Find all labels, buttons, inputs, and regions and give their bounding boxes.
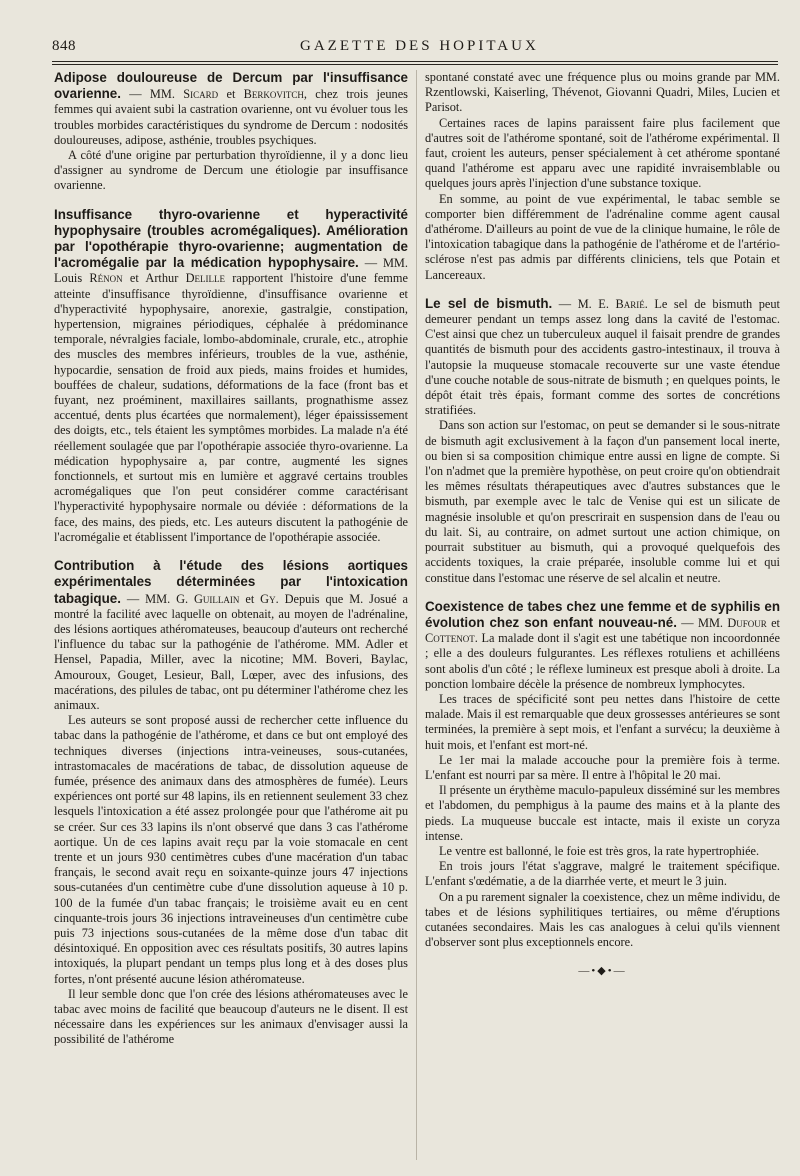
- right-column: [425, 70, 780, 980]
- article-heading: Contribution à l'étude des lésions aortiques expérimentales déterminées par l'intoxication tabagique.: [54, 558, 408, 606]
- article-heading: Coexistence de tabes chez une femme et de syphilis en évolution chez son enfant nouveau-né.: [425, 598, 780, 630]
- article-paragraph: [425, 296, 780, 419]
- article-paragraph: En trois jours l'état s'aggrave, malgré le traitement spécifique. L'enfant s'œdématie, a de la diarrhée verte, et meurt le 3 juin.: [425, 859, 780, 889]
- author-intro: — MM. G.: [120, 591, 195, 606]
- article-paragraph: Les traces de spécificité sont peu nettes dans l'histoire de cette malade. Mais il est remarquable que deux grossesses antérieures se sont terminées, la première à sept mois, et l'enfant a survécu; la deuxième à huit mois, et l'enfant est mort-né.: [425, 691, 780, 752]
- article-thyro-ovarienne: [54, 207, 408, 545]
- author-name: Dufour: [727, 615, 767, 630]
- running-title: GAZETTE DES HOPITAUX: [300, 38, 539, 54]
- article-paragraph: Les auteurs se sont proposé aussi de rechercher cette influence du tabac dans la pathogénie de l'athérome, et dans ce but ont employé des techniques diverses (injections intra-veineuses, sous-cutanées, intrastomacales de macérations de tabac, de dissolution aqueuse de fumée, présence des animaux dans des atmosphères de fumée). Leurs expériences ont porté sur 48 lapins, ils en retiennent seulement 33 chez lesquels l'intoxication a été assez prolongée pour que l'athérome ait pu se créer. Sur ces 33 lapins ils n'ont observé que dans 3 cas l'athérome aortique. Un de ces lapins avait reçu par la voie stomacale en cent trente et un jours 930 centimètres cubes d'une macération d'un tabac français, le second avait reçu en soixante-quinze jours 47 injections sous-cutanées d'un centimètre cube d'une dissolution aqueuse à 10 p. 100 de la fumée d'un tabac français; le troisième avait eu en cent cinquante-trois jours 36 injections intraveineuses d'un centimètre cube puis 73 injections sous-cutanées de la même dose d'un tabac dit désintoxiqué. En opposition avec ces résultats positifs, 30 autres lapins intoxiqués, la plupart pendant un temps plus long et à des doses plus fortes, n'ont présenté aucune lésion athéromateuse.: [54, 713, 408, 986]
- author-name: Guillain: [194, 591, 240, 606]
- article-paragraph: spontané constaté avec une fréquence plus ou moins grande par MM. Rzentlowski, Kaiserling, Thévenot, Giovanni Quadri, Miles, Lucien et Parisot.: [425, 70, 780, 115]
- article-body: . Le sel de bismuth peut demeurer pendant un temps assez long dans la cavité de l'estomac. C'est ainsi que chez un tuberculeux auquel il faisait prendre de grandes quantités de bismuth pour des accidents gastro-intestinaux, il trouva à l'autopsie la muqueuse stomacale recouverte sur une vaste étendue d'une couche notable de sous-nitrate de bismuth ; en quelques points, le dépôt était très épais, formant comme des sortes de concrétions stratifiées.: [425, 296, 780, 418]
- author-intro: — MM.: [676, 615, 728, 630]
- article-paragraph: Le 1er mai la malade accouche pour la première fois à terme. L'enfant est nourri par sa mère. Il entre à l'hôpital le 20 mai.: [425, 752, 780, 782]
- article-heading: Adipose douloureuse de Dercum par l'insuffisance ovarienne.: [54, 70, 408, 102]
- author-intro: — MM. Louis: [54, 256, 408, 286]
- article-bismuth: [425, 296, 780, 586]
- author-name: Delille: [185, 271, 225, 286]
- author-name: Gy: [260, 591, 276, 606]
- article-paragraph: Il présente un érythème maculo-papuleux disséminé sur les membres et l'abdomen, du pemphigus à la paume des mains et à la plante des pieds. La muqueuse buccale est intacte, mais il existe un coryza intense.: [425, 783, 780, 843]
- article-heading: Insuffisance thyro-ovarienne et hyperactivité hypophysaire (troubles acromégaliques). Amélioration par l'opothérapie thyro-ovarienne; augmentation de l'acromégalie par la médication hypophysaire.: [54, 206, 408, 271]
- article-body: . Depuis que M. Josué a montré la facilité avec laquelle on obtenait, au moyen de l'adrénaline, des lésions aortiques athéromateuses, beaucoup d'auteurs ont recherché l'influence du tabac sur la pathogénie de l'athérome. MM. Adler et Hensel, Papadia, Miller, avec la nicotine; MM. Boveri, Baylac, Amouroux, Gouget, Lesieur, Ball, Lœper, avec des infusions, des macérations, des pilules de tabac, ont pu déterminer l'athérome chez les animaux.: [54, 591, 408, 712]
- article-dercum: [54, 70, 408, 194]
- header-rule: [52, 61, 778, 62]
- page-number: 848: [52, 38, 76, 54]
- author-name: Cottenot: [425, 631, 475, 646]
- article-paragraph: Il leur semble donc que l'on crée des lésions athéromateuses avec le tabac avec moins de facilité que beaucoup d'auteurs ne le disent. Il est nécessaire dans les expériences sur les animaux d'envisager aussi la possibilité de l'athérome: [54, 986, 408, 1047]
- article-paragraph: En somme, au point de vue expérimental, le tabac semble se comporter bien différemment de l'adrénaline comme agent causal d'athérome. D'ailleurs au point de vue de la clinique humaine, le rôle de l'intoxication tabagique dans la pathogénie de l'athérome et de l'artério-sclérose n'est pas admis par différents cliniciens, tels que Potain et Lancereaux.: [425, 191, 780, 282]
- article-lesions-aortiques: [54, 558, 408, 1048]
- author-name: Berkovitch: [243, 87, 304, 102]
- article-paragraph: On a pu rarement signaler la coexistence, chez un même individu, de tabes et de lésions syphilitiques tertiaires, ou même d'éruptions cutanées secondaires. Mais les cas analogues à celui qu'ils viennent d'observer sont plus exceptionnels encore.: [425, 889, 780, 950]
- article-paragraph: [54, 558, 408, 713]
- article-lesions-aortiques-continued: [425, 70, 780, 283]
- author-name: Rénon: [89, 271, 123, 286]
- author-conjunction: et Arthur: [122, 271, 186, 286]
- article-paragraph: Certaines races de lapins paraissent faire plus facilement que d'autres soit de l'athérome spontané, soit de l'athérome expérimental. Il faut, croient les auteurs, penser spécialement à cet athérome spontané quand l'athérome est apparu avec une rapidité invraisemblable ou quelques jours après l'injection d'une substance toxique.: [425, 115, 780, 191]
- author-name: Barié: [615, 296, 645, 311]
- author-conjunction: et: [239, 591, 261, 606]
- article-paragraph: Dans son action sur l'estomac, on peut se demander si le sous-nitrate de bismuth agit exclusivement à la façon d'un pansement local inerte, ou bien si sa composition chimique entre aussi en ligne de compte. Si l'on n'admet que la première hypothèse, on peut croire qu'on obtiendrait les mêmes résultats thérapeutiques avec d'autres substances que le bismuth, par exemple avec le talc de Venise qui est un silicate de magnésie insoluble et qu'on prescrirait en suspension dans de l'eau ou du lait. Si, au contraire, on admet surtout une action chimique, on pourrait substituer au bismuth, qui a provoqué quelquefois des accidents toxiques, la craie préparée, insoluble comme lui et qui constitue dans l'estomac une réserve de sel alcalin et neutre.: [425, 418, 780, 585]
- column-divider: [416, 70, 417, 1160]
- article-tabes-syphilis: [425, 599, 780, 951]
- article-paragraph: [54, 207, 408, 545]
- article-paragraph: [54, 70, 408, 148]
- author-intro: — M. E.: [552, 296, 616, 311]
- end-ornament: —•◆•—: [578, 965, 627, 978]
- author-intro: — MM.: [120, 87, 184, 102]
- article-paragraph: [425, 599, 780, 692]
- article-heading: Le sel de bismuth.: [425, 295, 553, 311]
- article-paragraph: Le ventre est ballonné, le foie est très gros, la rate hypertrophiée.: [439, 843, 760, 858]
- article-body: rapportent l'histoire d'une femme atteinte d'insuffisance thyroïdienne, d'insuffisance ovarienne et d'hyperactivité hypophysaire, anorexie, gastralgie, constipation, hypertension, migraines périodiques, céphalée à prédominance temporale, névralgies faciale, lombo-abdominale, crurale, etc., atrophie des muscles des membres inférieurs, troubles de la vue, asthénie, hypocardie, sensation de froid aux pieds, mains froides et humides, bouffées de chaleur, sudations, déformations de la face (front bas et fuyant, nez proéminent, maxillaires saillants, prognathisme assez accentué, dents plus écartées que normalement), léger épaississement des doigts, etc., tels étaient les symptômes morbides. La malade n'a été réellement soulagée que par l'opothérapie associée thyro-ovarienne. La médication hypophysaire a, par contre, augmenté les signes fonctionnels, et surtout mis en lumière et aggravé certains troubles acromégaliques que l'on peut considérer comme caractérisant l'hyperactivité hypophysaire normale ou déviée : déformations de la face, des mains, des pieds, etc. Les auteurs discutent la pathogénie de l'acromégalie et établissent l'importance de l'opothérapie associée.: [54, 271, 408, 544]
- author-conjunction: et: [218, 87, 244, 102]
- article-paragraph: A côté d'une origine par perturbation thyroïdienne, il y a donc lieu d'assigner au syndrome de Dercum une étiologie par insuffisance ovarienne.: [54, 148, 408, 193]
- article-body: . La malade dont il s'agit est une tabétique non incoordonnée ; elle a des douleurs fulgurantes. Les réflexes rotuliens et achilléens sont abolis d'un côté ; le réflexe lumineux est presque aboli à droite. La ponction lombaire décèle la présence de nombreux lymphocytes.: [425, 631, 780, 691]
- author-name: Sicard: [183, 87, 219, 102]
- article-body: , chez trois jeunes femmes qui avaient subi la castration ovarienne, ont vu évoluer tous les troubles morbides caractéristiques du syndrome de Dercum : nodosités douloureuses, adipose, asthénie, troubles psychiques.: [54, 87, 408, 147]
- author-conjunction: et: [766, 615, 780, 630]
- header-rule-inner: [52, 64, 778, 65]
- left-column: [54, 70, 408, 1061]
